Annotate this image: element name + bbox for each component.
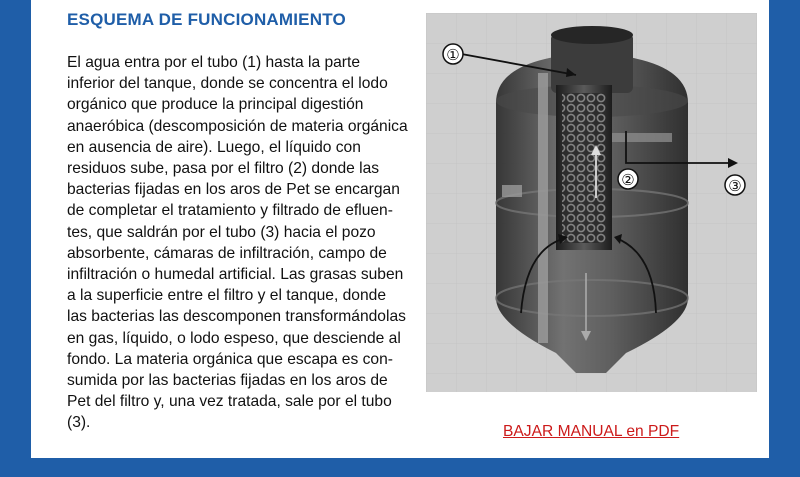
label-one-text: ①: [446, 47, 460, 64]
label-three-text: ③: [728, 178, 742, 195]
text-line: las bacterias las descomponen transformándolas: [67, 308, 406, 326]
text-line: tes, que saldrán por el tubo (3) hacia el pozo: [67, 223, 376, 241]
label-one: [443, 44, 463, 64]
text-line: infiltración o humedal artificial. Las grasas suben: [67, 266, 404, 284]
section-title: ESQUEMA DE FUNCIONAMIENTO: [67, 10, 346, 29]
text-line: bacterias fijadas en los aros de Pet se encargan: [67, 181, 400, 199]
tank-diagram: [426, 13, 757, 392]
outlet-pipe: [612, 133, 672, 142]
text-line: El agua entra por el tubo (1) hasta la parte: [67, 54, 360, 71]
text-line: (3).: [67, 414, 91, 432]
inlet-pipe: [538, 73, 548, 343]
text-line: sumida por las bacterias fijadas en los aros de: [67, 372, 388, 390]
text-line: inferior del tanque, donde se concentra el lodo: [67, 75, 388, 93]
text-line: a la superficie entre el filtro y el tanque, donde: [67, 287, 387, 305]
label-two: [618, 169, 638, 189]
description-text: [67, 52, 419, 434]
text-line: de completar el tratamiento y filtrado de efluen-: [67, 202, 393, 220]
download-pdf-link[interactable]: BAJAR MANUAL en PDF: [503, 423, 680, 440]
content-panel: [31, 0, 769, 458]
label-two-text: ②: [621, 172, 635, 189]
text-line: orgánico que produce la principal digestión: [67, 96, 364, 114]
text-line: residuos sube, pasa por el filtro (2) donde las: [67, 160, 380, 178]
text-line: fondo. La materia orgánica que escapa es con-: [67, 350, 393, 368]
text-line: Pet del filtro y, una vez tratada, sale por el tubo: [67, 393, 392, 411]
text-line: en ausencia de aire). Luego, el líquido con: [67, 138, 361, 156]
tank-illustration: [426, 13, 757, 392]
text-line: en gas, líquido, o lodo espeso, que desciende al: [67, 329, 401, 347]
label-three: [725, 175, 745, 195]
pet-rings: [562, 93, 606, 243]
text-line: absorbente, cámaras de infiltración, campo de: [67, 244, 387, 262]
text-line: anaeróbica (descomposición de materia orgánica: [67, 117, 408, 135]
